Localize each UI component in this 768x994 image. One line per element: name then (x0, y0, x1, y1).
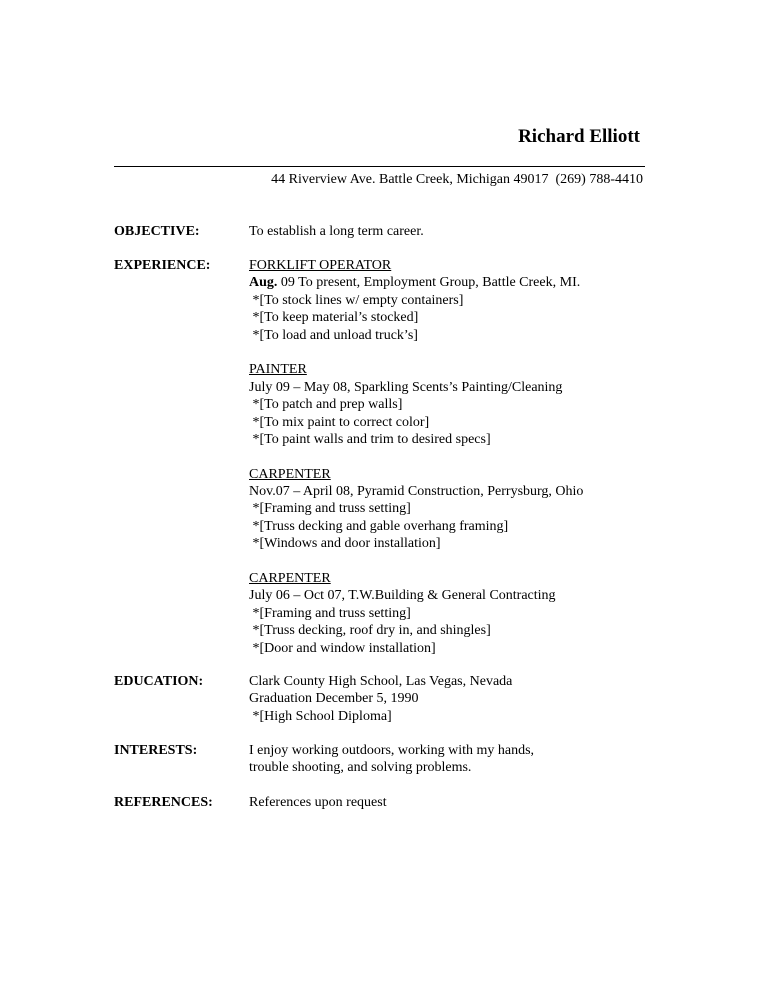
references-label: REFERENCES: (114, 795, 213, 810)
job-duty: *[Door and window installation] (249, 640, 436, 656)
header-divider (114, 166, 645, 167)
job-entry (249, 466, 669, 553)
job-duty: *[To keep material’s stocked] (249, 310, 419, 326)
job-duty: *[To mix paint to correct color] (249, 414, 430, 430)
education-section (249, 673, 669, 725)
job-duty: *[To paint walls and trim to desired specs] (249, 431, 491, 447)
interests-line: I enjoy working outdoors, working with my hands, (249, 743, 535, 758)
experience-label: EXPERIENCE: (114, 258, 211, 273)
job-details: July 09 – May 08, Sparkling Scents’s Painting/Cleaning (249, 379, 563, 395)
references-section (249, 794, 669, 811)
job-details: 09 To present, Employment Group, Battle Creek, MI. (277, 275, 581, 291)
job-entry (249, 570, 669, 657)
job-entry (249, 257, 669, 344)
job-date-bold: Aug. (249, 275, 278, 291)
interests-section (249, 742, 669, 777)
job-details: July 06 – Oct 07, T.W.Building & General Contracting (249, 588, 556, 604)
job-title: CARPENTER (249, 571, 331, 587)
job-dates (249, 274, 669, 291)
job-duty: *[Windows and door installation] (249, 536, 441, 552)
job-duty: *[To stock lines w/ empty containers] (249, 292, 464, 308)
objective-label: OBJECTIVE: (114, 224, 200, 239)
job-title: PAINTER (249, 362, 307, 378)
objective-text: To establish a long term career. (249, 224, 424, 239)
job-duty: *[Framing and truss setting] (249, 605, 411, 621)
applicant-name: Richard Elliott (518, 126, 640, 147)
job-duty: *[Truss decking, roof dry in, and shingles] (249, 623, 491, 639)
education-label: EDUCATION: (114, 674, 204, 689)
job-duty: *[To patch and prep walls] (249, 397, 403, 413)
job-title: FORKLIFT OPERATOR (249, 258, 392, 273)
experience-section (249, 257, 669, 657)
interests-label: INTERESTS: (114, 743, 198, 758)
job-duty: *[Truss decking and gable overhang framing] (249, 518, 509, 534)
references-text: References upon request (249, 795, 387, 810)
job-entry (249, 361, 669, 448)
objective-section (249, 223, 669, 240)
job-duty: *[To load and unload truck’s] (249, 327, 418, 343)
job-duty: *[Framing and truss setting] (249, 501, 411, 517)
job-title: CARPENTER (249, 466, 331, 482)
job-details: Nov.07 – April 08, Pyramid Construction, Perrysburg, Ohio (249, 484, 584, 500)
education-line: *[High School Diploma] (249, 708, 392, 724)
education-line: Clark County High School, Las Vegas, Nevada (249, 674, 513, 689)
interests-line: trouble shooting, and solving problems. (249, 760, 472, 776)
contact-address: 44 Riverview Ave. Battle Creek, Michigan 49017 (269) 788-4410 (271, 172, 643, 187)
education-line: Graduation December 5, 1990 (249, 691, 419, 707)
